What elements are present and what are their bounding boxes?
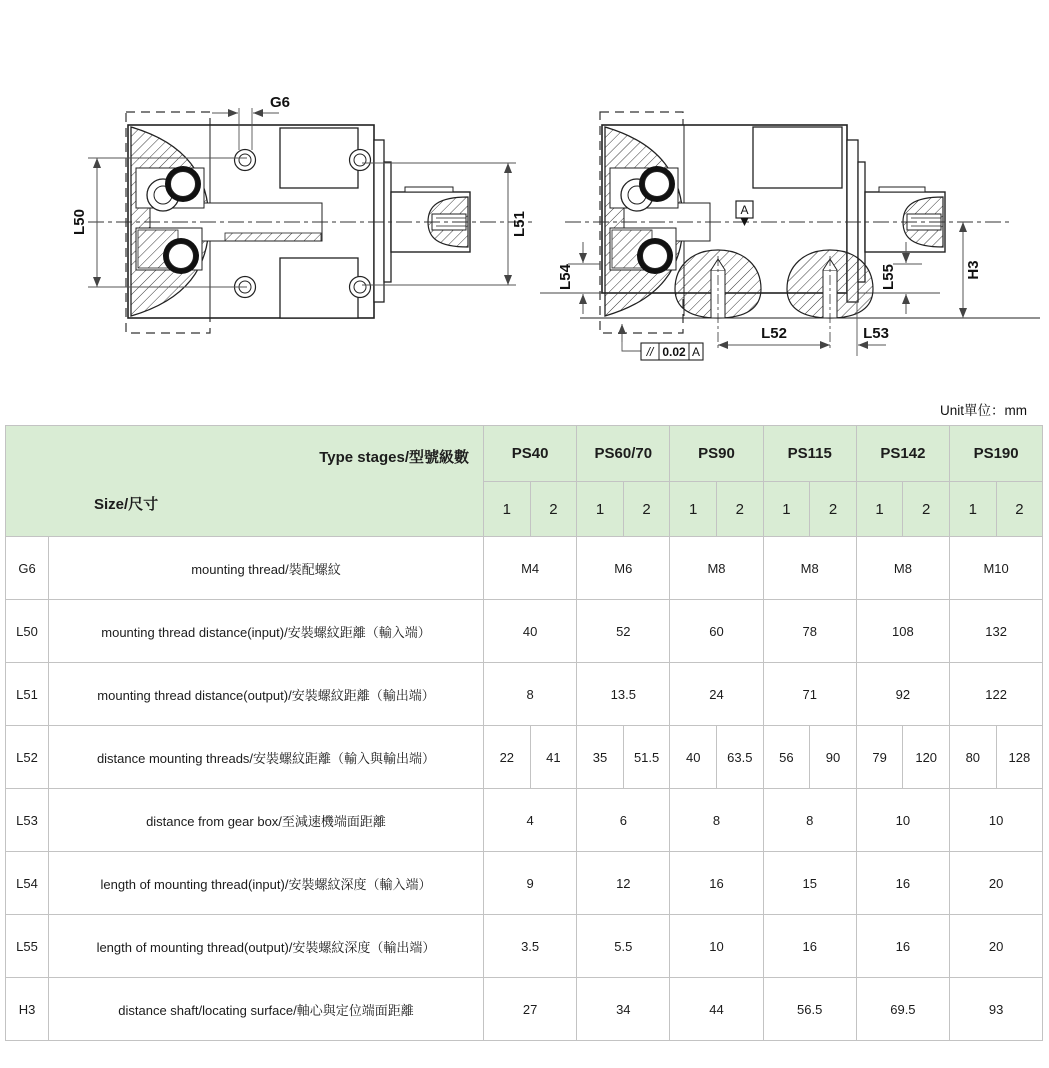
value-cell: 3.5 <box>484 915 577 978</box>
corner-type-stages-label: Type stages/型號級數 <box>319 449 469 466</box>
col-ps142: PS142 <box>856 426 949 482</box>
value-cell: 56.5 <box>763 978 856 1041</box>
stage-col: 1 <box>763 482 810 537</box>
value-cell: 15 <box>763 852 856 915</box>
row-key: L50 <box>6 600 49 663</box>
table-row-l52 <box>6 726 1043 789</box>
row-key: L55 <box>6 915 49 978</box>
row-desc: mounting thread distance(input)/安裝螺紋距離（輸入端） <box>49 600 484 663</box>
value-cell: 6 <box>577 789 670 852</box>
value-cell: 10 <box>950 789 1043 852</box>
dim-label-l52: L52 <box>761 325 787 342</box>
dim-l55 <box>880 242 922 314</box>
stage-col: 1 <box>484 482 531 537</box>
value-cell: 52 <box>577 600 670 663</box>
dim-l54 <box>557 242 600 314</box>
tolerance-value: 0.02 <box>662 345 686 359</box>
value-cell: 16 <box>670 852 763 915</box>
value-cell: 71 <box>763 663 856 726</box>
row-key: L53 <box>6 789 49 852</box>
value-cell: 92 <box>856 663 949 726</box>
col-ps60-70: PS60/70 <box>577 426 670 482</box>
value-cell: 20 <box>950 915 1043 978</box>
right-drawing <box>540 112 1040 360</box>
table-row-l53 <box>6 789 1043 852</box>
value-cell: 51.5 <box>623 726 670 789</box>
value-cell: 40 <box>670 726 717 789</box>
dim-label-l55: L55 <box>880 264 897 290</box>
datum-a-label: A <box>740 203 749 217</box>
row-desc: mounting thread/裝配螺紋 <box>49 537 484 600</box>
table-row-h3 <box>6 978 1043 1041</box>
value-cell: 10 <box>856 789 949 852</box>
row-desc: length of mounting thread(input)/安裝螺紋深度（輸入端） <box>49 852 484 915</box>
value-cell: M8 <box>670 537 763 600</box>
stage-col: 1 <box>577 482 624 537</box>
value-cell: M10 <box>950 537 1043 600</box>
col-ps115: PS115 <box>763 426 856 482</box>
value-cell: 90 <box>810 726 857 789</box>
stage-col: 2 <box>810 482 857 537</box>
corner-size-label: Size/尺寸 <box>94 496 159 513</box>
col-ps40: PS40 <box>484 426 577 482</box>
table-row-l54 <box>6 852 1043 915</box>
value-cell: 13.5 <box>577 663 670 726</box>
value-cell: M4 <box>484 537 577 600</box>
value-cell: 128 <box>996 726 1043 789</box>
tolerance-datum: A <box>691 345 701 359</box>
value-cell: 22 <box>484 726 531 789</box>
value-cell: 16 <box>856 852 949 915</box>
row-desc: distance mounting threads/安裝螺紋距離（輸入與輸出端） <box>49 726 484 789</box>
mounting-boss-rear <box>787 250 873 350</box>
value-cell: 10 <box>670 915 763 978</box>
value-cell: M6 <box>577 537 670 600</box>
technical-drawings <box>0 0 1049 400</box>
corner-cell <box>6 426 484 537</box>
row-key: L51 <box>6 663 49 726</box>
stage-col: 1 <box>950 482 997 537</box>
mounting-boss-front <box>675 250 761 350</box>
value-cell: 120 <box>903 726 950 789</box>
value-cell: 12 <box>577 852 670 915</box>
value-cell: 34 <box>577 978 670 1041</box>
row-key: H3 <box>6 978 49 1041</box>
header-type-row <box>6 426 1043 482</box>
value-cell: 24 <box>670 663 763 726</box>
value-cell: 69.5 <box>856 978 949 1041</box>
dim-label-l54: L54 <box>557 264 574 290</box>
value-cell: 9 <box>484 852 577 915</box>
value-cell: 60 <box>670 600 763 663</box>
value-cell: 122 <box>950 663 1043 726</box>
row-key: G6 <box>6 537 49 600</box>
value-cell: M8 <box>856 537 949 600</box>
value-cell: 35 <box>577 726 624 789</box>
value-cell: 132 <box>950 600 1043 663</box>
table-row-g6 <box>6 537 1043 600</box>
row-desc: distance shaft/locating surface/軸心與定位端面距離 <box>49 978 484 1041</box>
spec-table <box>5 425 1043 1041</box>
dim-label-l50: L50 <box>71 209 88 235</box>
value-cell: 56 <box>763 726 810 789</box>
dim-h3 <box>963 222 982 318</box>
value-cell: 16 <box>856 915 949 978</box>
dim-label-g6: G6 <box>269 94 291 111</box>
value-cell: 44 <box>670 978 763 1041</box>
left-drawing <box>71 94 535 333</box>
value-cell: 63.5 <box>717 726 764 789</box>
dim-label-l51: L51 <box>511 211 528 237</box>
table-row-l51 <box>6 663 1043 726</box>
dim-l52 <box>718 325 830 345</box>
stage-col: 2 <box>530 482 577 537</box>
value-cell: 80 <box>950 726 997 789</box>
stage-col: 2 <box>903 482 950 537</box>
tolerance-frame <box>622 324 703 360</box>
value-cell: 8 <box>484 663 577 726</box>
stage-col: 2 <box>717 482 764 537</box>
value-cell: 93 <box>950 978 1043 1041</box>
value-cell: 79 <box>856 726 903 789</box>
value-cell: 8 <box>670 789 763 852</box>
table-row-l50 <box>6 600 1043 663</box>
stage-col: 2 <box>996 482 1043 537</box>
value-cell: M8 <box>763 537 856 600</box>
dim-label-h3: H3 <box>965 260 982 280</box>
value-cell: 41 <box>530 726 577 789</box>
stage-col: 2 <box>623 482 670 537</box>
value-cell: 40 <box>484 600 577 663</box>
value-cell: 78 <box>763 600 856 663</box>
row-desc: length of mounting thread(output)/安裝螺紋深度（輸出端） <box>49 915 484 978</box>
parallelism-symbol: // <box>646 345 654 359</box>
row-desc: mounting thread distance(output)/安裝螺紋距離（輸出端） <box>49 663 484 726</box>
value-cell: 16 <box>763 915 856 978</box>
value-cell: 20 <box>950 852 1043 915</box>
stage-col: 1 <box>670 482 717 537</box>
dim-label-l53: L53 <box>863 325 889 342</box>
row-desc: distance from gear box/至減速機端面距離 <box>49 789 484 852</box>
table-row-l55 <box>6 915 1043 978</box>
row-key: L52 <box>6 726 49 789</box>
value-cell: 8 <box>763 789 856 852</box>
value-cell: 4 <box>484 789 577 852</box>
unit-label: Unit單位：mm <box>940 403 1027 418</box>
value-cell: 108 <box>856 600 949 663</box>
col-ps90: PS90 <box>670 426 763 482</box>
value-cell: 5.5 <box>577 915 670 978</box>
value-cell: 27 <box>484 978 577 1041</box>
stage-col: 1 <box>856 482 903 537</box>
col-ps190: PS190 <box>950 426 1043 482</box>
row-key: L54 <box>6 852 49 915</box>
